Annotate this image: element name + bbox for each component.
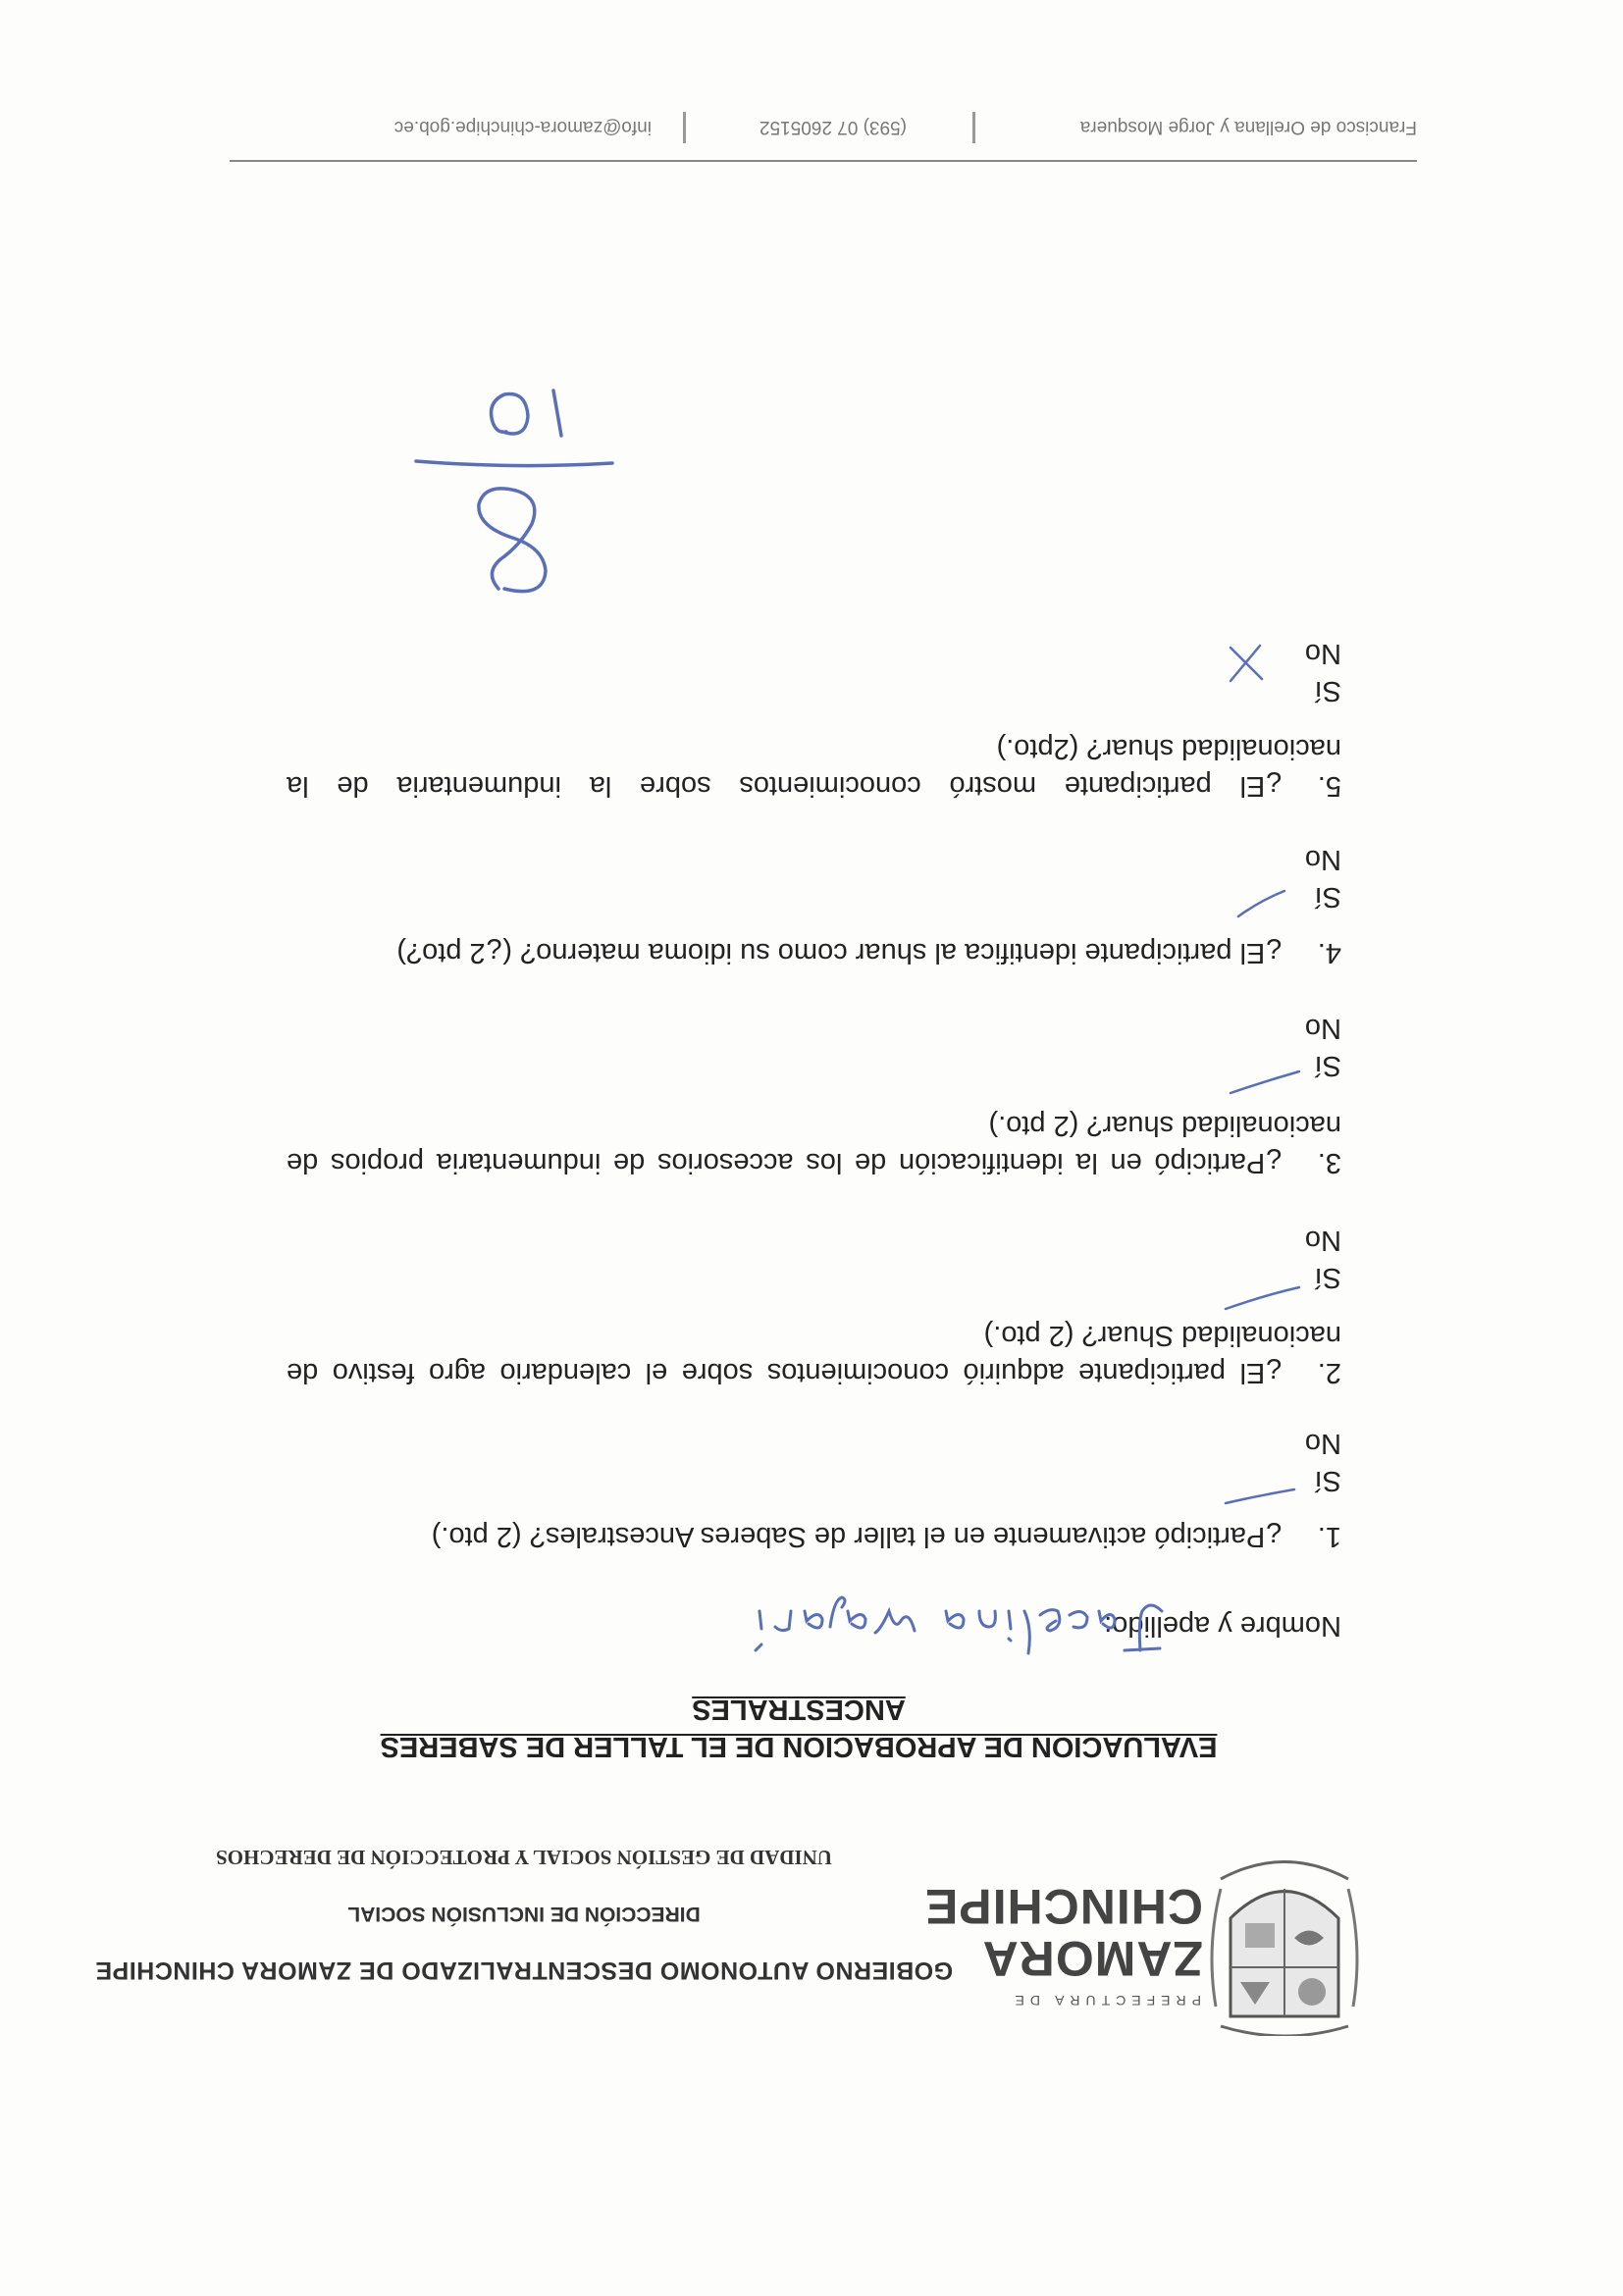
question-2-yes-option: Sí	[1314, 1262, 1341, 1293]
question-1-yes-option: Sí	[1314, 1465, 1341, 1496]
handwritten-check-mark	[1221, 1280, 1304, 1315]
question-4	[287, 934, 1341, 971]
question-text: ¿Participó en la identificación de los accesorios de indumentaria propios de nacionalidad shuar? (2 pto.)	[287, 1110, 1341, 1178]
question-4-yes-option: Sí	[1314, 881, 1341, 913]
footer-separator	[972, 112, 975, 143]
question-3-yes-option: Sí	[1314, 1050, 1341, 1081]
footer-email: info@zamora-chinchipe.gob.ec	[393, 117, 652, 137]
unit-title: UNIDAD DE GESTIÓN SOCIAL Y PROTECCIÓN DE DERECHOS	[216, 1846, 832, 1869]
footer-phone: (593) 07 2605152	[759, 117, 907, 137]
logo-line2: ZAMORA	[981, 1931, 1203, 1986]
question-number: 4.	[1317, 937, 1341, 968]
question-4-no-option: No	[1304, 844, 1341, 875]
handwritten-check-mark	[1230, 883, 1289, 922]
question-number: 1.	[1317, 1521, 1341, 1552]
logo-line3: CHINCHIPE	[923, 1879, 1203, 1934]
question-number: 3.	[1317, 1147, 1341, 1178]
footer-divider	[230, 160, 1417, 162]
question-2	[287, 1317, 1341, 1391]
question-1-no-option: No	[1304, 1428, 1341, 1459]
government-title: GOBIERNO AUTONOMO DESCENTRALIZADO DE ZAMORA CHINCHIPE	[94, 1957, 954, 1984]
handwritten-check-mark	[1226, 1065, 1304, 1099]
footer-address: Francisco de Orellana y Jorge Mosquera	[1079, 117, 1417, 137]
handwritten-x-mark	[1221, 638, 1270, 687]
prefecture-logo	[923, 1840, 1378, 2036]
question-1	[287, 1518, 1341, 1555]
question-3	[287, 1107, 1341, 1181]
handwritten-check-mark	[1221, 1482, 1299, 1511]
footer-separator	[683, 112, 686, 143]
direction-title: DIRECCIÓN DE INCLUSIÓN SOCIAL	[347, 1903, 701, 1925]
question-number: 2.	[1317, 1357, 1341, 1388]
name-label: Nombre y apellido:	[1104, 1610, 1341, 1642]
question-5-yes-option: Sí	[1314, 675, 1341, 706]
evaluation-title	[259, 1691, 1338, 1764]
evaluation-title-line2: ANCESTRALES	[692, 1694, 906, 1726]
question-5-no-option: No	[1304, 638, 1341, 669]
evaluation-title-line1: EVALUACION DE APROBACION DE EL TALLER DE SABERES	[380, 1731, 1218, 1762]
question-text: ¿El participante mostró conocimientos sobre la indumentaria de la nacionalidad shuar? (2pto.)	[287, 733, 1341, 802]
handwritten-grade	[406, 373, 622, 608]
question-number: 5.	[1317, 770, 1341, 802]
handwritten-name	[740, 1590, 1172, 1668]
question-2-no-option: No	[1304, 1225, 1341, 1256]
question-text: ¿El participante identifica al shuar como su idioma materno? (¿2 pto?)	[396, 937, 1283, 968]
question-5	[287, 730, 1341, 805]
question-3-no-option: No	[1304, 1013, 1341, 1044]
question-text: ¿El participante adquirió conocimientos sobre el calendario agro festivo de nacionalidad Shuar? (2 pto.)	[287, 1320, 1341, 1388]
logo-line1: PREFECTURA DE	[1009, 1993, 1201, 2009]
question-text: ¿Participó activamente en el taller de Saberes Ancestrales? (2 pto.)	[431, 1521, 1283, 1552]
